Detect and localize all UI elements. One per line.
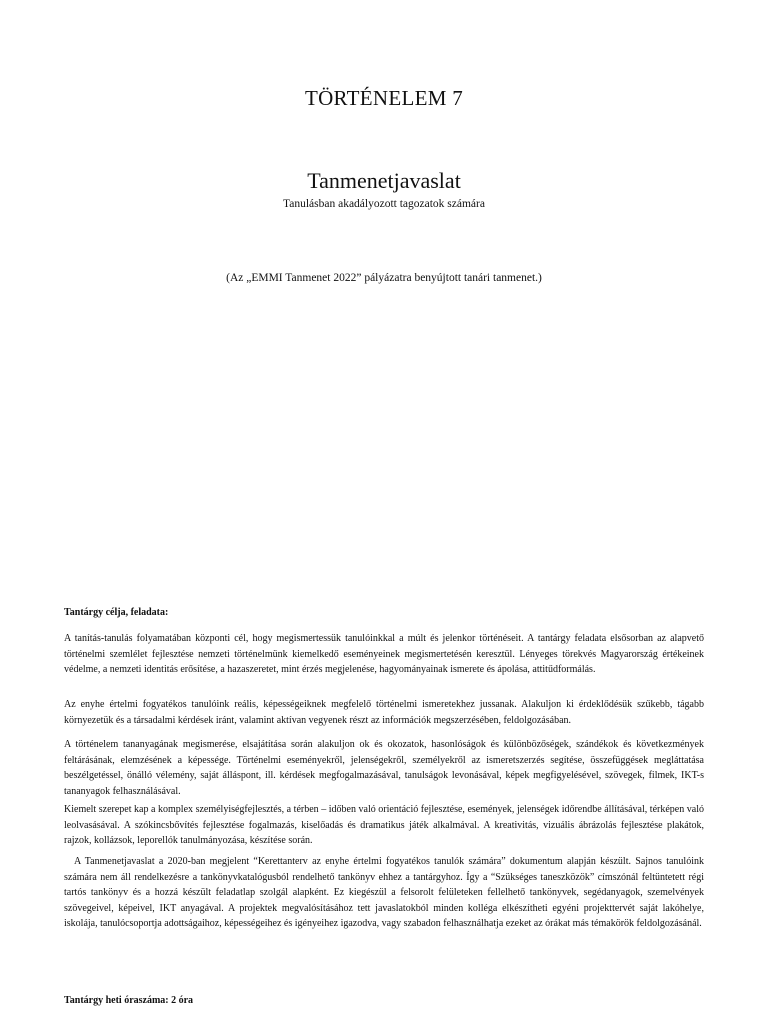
paragraph-1: A tanítás-tanulás folyamatában központi cél, hogy megismertessük tanulóinkkal a múlt és jelenkor történéseit. A tantárgy feladata elsősorban az alapvető történelmi szemlélet fejlesztése nemzeti történelmünk kiemelkedő eseményeinek megismertetésén keresztül. Lényeges törekvés Magyarország értékeinek védelme, a nemzeti identitás erősítése, a hazaszeretet, mint érzés megjelenése, hagyományainak ismerete és ápolása, attitűdformálás. bbox=[64, 633, 704, 675]
paragraph-3: A történelem tananyagának megismerése, elsajátítása során alakuljon ok és okozatok, hasonlóságok és különbözőségek, szándékok és következmények feltárásának, elemzésének a képessége. Történelmi eseményekről, jelenségekről, személyekről az ismeretszerzés segítése, összefüggések megláttatása beszélgetéssel, önálló vélemény, saját álláspont, ill. kérdések megfogalmazásával, tanulságok levonásával, képek megfigyelésével, szövegek, filmek, IKT-s tananyagok felhasználásával. bbox=[64, 739, 704, 797]
document-subtitle: Tanmenetjavaslat bbox=[307, 168, 461, 193]
paragraph-5: A Tanmenetjavaslat a 2020-ban megjelent “Kerettanterv az enyhe értelmi fogyatékos tanulók számára” dokumentum alapján készült. Sajnos tanulóink számára nem áll rendelkezésre a tankönyvkatalógusból rendelhető tankönyv ehhez a tantárgyhoz. Így a “Szükséges taneszközök” címszónál feltüntetett régi tartós tankönyv és a hozzá készült feladatlap szolgál alapként. Ez kiegészül a felsorolt felületeken fellelhető tankönyvek, segédanyagok, szemelvények szövegeivel, képeivel, IKT anyagával. A projektek megvalósításához tett javaslatokból minden kolléga elkészítheti egyéni projekttervét saját lakóhelye, iskolája, tanulócsoportja adottságaihoz, képességeihez és igényeihez igazodva, vagy szabadon felhasználhatja ezeket az órákat más témakörök feldolgozásánál. bbox=[64, 856, 704, 929]
section-goal-heading: Tantárgy célja, feladata: bbox=[64, 607, 169, 618]
paragraph-4: Kiemelt szerepet kap a komplex személyiségfejlesztés, a térben – időben való orientáció fejlesztése, események, jelenségek időrendbe állításával, térképen való leolvasásával. A szókincsbővítés fejlesztése fogalmazás, kiselőadás és dramatikus játék alkalmával. A kreativitás, vizuális ábrázolás fejlesztése plakátok, rajzok, kollázsok, leporellók tanulmányozása, készítése során. bbox=[64, 804, 704, 846]
weekly-hours-heading: Tantárgy heti óraszáma: 2 óra bbox=[64, 995, 194, 1006]
document-title: TÖRTÉNELEM 7 bbox=[304, 86, 464, 110]
paragraph-2: Az enyhe értelmi fogyatékos tanulóink reális, képességeiknek megfelelő történelmi ismeretekhez jussanak. Alakuljon ki érdeklődésük szűkebb, tágabb környezetük és a társadalmi kérdések iránt, valamint aktívan vegyenek részt az információk megszerzésében, feldolgozásában. bbox=[64, 699, 704, 726]
document-audience: Tanulásban akadályozott tagozatok számára bbox=[283, 198, 485, 210]
submission-note: (Az „EMMI Tanmenet 2022” pályázatra benyújtott tanári tanmenet.) bbox=[226, 272, 542, 284]
